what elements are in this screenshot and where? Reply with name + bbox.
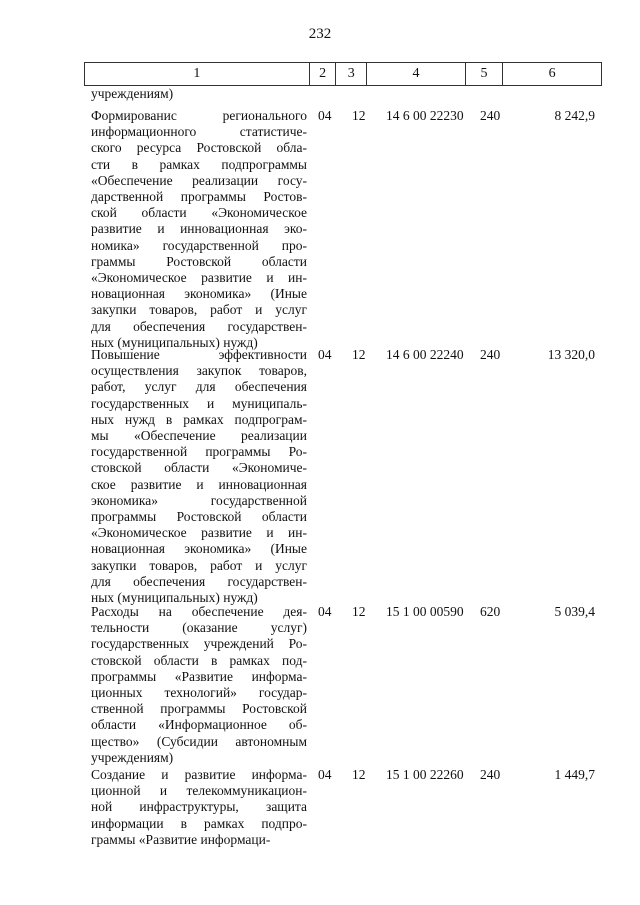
description-line: новационная экономика» (Иные — [91, 541, 307, 557]
row-description — [91, 347, 307, 606]
description-line: щество» (Субсидии автономным — [91, 733, 307, 749]
description-line: закупки товаров, работ и услуг — [91, 557, 307, 573]
description-line: сти в рамках подпрограммы — [91, 156, 307, 172]
description-line: стовской области в рамках под- — [91, 652, 307, 668]
description-line: программы «Развитие информа- — [91, 668, 307, 684]
amount: 5 039,4 — [554, 604, 595, 619]
description-line: экономика» государственной — [91, 492, 307, 508]
description-line: Повышение эффективности — [91, 347, 307, 362]
description-line: ского ресурса Ростовской обла- — [91, 140, 307, 156]
description-line: развитие и инновационная эко- — [91, 221, 307, 237]
expense-type-code: 240 — [480, 108, 501, 123]
description-line: информационного статистиче- — [91, 124, 307, 140]
header-col-4: 4 — [367, 63, 466, 86]
description-line: работ, услуг для обеспечения — [91, 379, 307, 395]
section-code: 04 — [318, 108, 332, 123]
description-line: информации в рамках подпро- — [91, 815, 307, 831]
row-description — [91, 767, 307, 848]
description-line: осуществления закупок товаров, — [91, 363, 307, 379]
expense-type-code: 620 — [480, 604, 501, 619]
description-line: Формированис регионального — [91, 108, 307, 123]
description-line: Расходы на обеспечение дея- — [91, 604, 307, 619]
target-article-code: 15 1 00 00590 — [386, 604, 464, 619]
row-description — [91, 604, 307, 766]
description-line: Создание и развитие информа- — [91, 767, 307, 782]
section-code: 04 — [318, 767, 332, 782]
description-line: ных (муниципальных) нужд) — [91, 590, 258, 606]
header-col-1: 1 — [85, 63, 310, 86]
description-line: стовской области «Экономиче- — [91, 460, 307, 476]
description-line: ционных технологий» государ- — [91, 685, 307, 701]
description-line: ных нужд в рамках подпрограм- — [91, 411, 307, 427]
description-line: граммы Ростовской области — [91, 253, 307, 269]
section-code: 04 — [318, 604, 332, 619]
description-line: закупки товаров, работ и услуг — [91, 302, 307, 318]
target-article-code: 14 6 00 22240 — [386, 347, 464, 362]
description-line: государственных и муниципаль- — [91, 395, 307, 411]
description-line: «Экономическое развитие и ин- — [91, 525, 307, 541]
subsection-code: 12 — [352, 604, 366, 619]
description-line: для обеспечения государствен- — [91, 573, 307, 589]
description-line: граммы «Развитие информаци- — [91, 831, 271, 847]
subsection-code: 12 — [352, 347, 366, 362]
target-article-code: 14 6 00 22230 — [386, 108, 464, 123]
description-line: программы Ростовской области — [91, 509, 307, 525]
description-line: для обеспечения государствен- — [91, 318, 307, 334]
row-description — [91, 108, 307, 351]
amount: 8 242,9 — [554, 108, 595, 123]
continuation-text: учреждениям) — [91, 86, 174, 101]
page-number: 232 — [308, 26, 332, 42]
subsection-code: 12 — [352, 108, 366, 123]
description-line: «Экономическое развитие и ин- — [91, 270, 307, 286]
description-line: государственной программы Ро- — [91, 444, 307, 460]
description-line: тельности (оказание услуг) — [91, 620, 307, 636]
description-line: государственных учреждений Ро- — [91, 636, 307, 652]
expense-type-code: 240 — [480, 347, 501, 362]
header-col-6: 6 — [503, 63, 602, 86]
description-line: ское развитие и инновационная — [91, 476, 307, 492]
table-header — [84, 62, 602, 86]
description-line: ционной и телекоммуникацион- — [91, 783, 307, 799]
description-line: ной инфраструктуры, защита — [91, 799, 307, 815]
section-code: 04 — [318, 347, 332, 362]
expense-type-code: 240 — [480, 767, 501, 782]
description-line: дарственной программы Ростов- — [91, 189, 307, 205]
description-line: новационная экономика» (Иные — [91, 286, 307, 302]
amount: 13 320,0 — [547, 347, 595, 362]
description-line: ской области «Экономическое — [91, 205, 307, 221]
description-line: номика» государственной про- — [91, 237, 307, 253]
header-col-5: 5 — [465, 63, 503, 86]
description-line: области «Информационное об- — [91, 717, 307, 733]
description-line: учреждениям) — [91, 749, 174, 765]
description-line: ственной программы Ростовской — [91, 701, 307, 717]
target-article-code: 15 1 00 22260 — [386, 767, 464, 782]
header-col-2: 2 — [309, 63, 336, 86]
amount: 1 449,7 — [554, 767, 595, 782]
subsection-code: 12 — [352, 767, 366, 782]
description-line: «Обеспечение реализации госу- — [91, 172, 307, 188]
description-line: ных (муниципальных) нужд) — [91, 334, 258, 350]
description-line: мы «Обеспечение реализации — [91, 428, 307, 444]
header-col-3: 3 — [336, 63, 367, 86]
